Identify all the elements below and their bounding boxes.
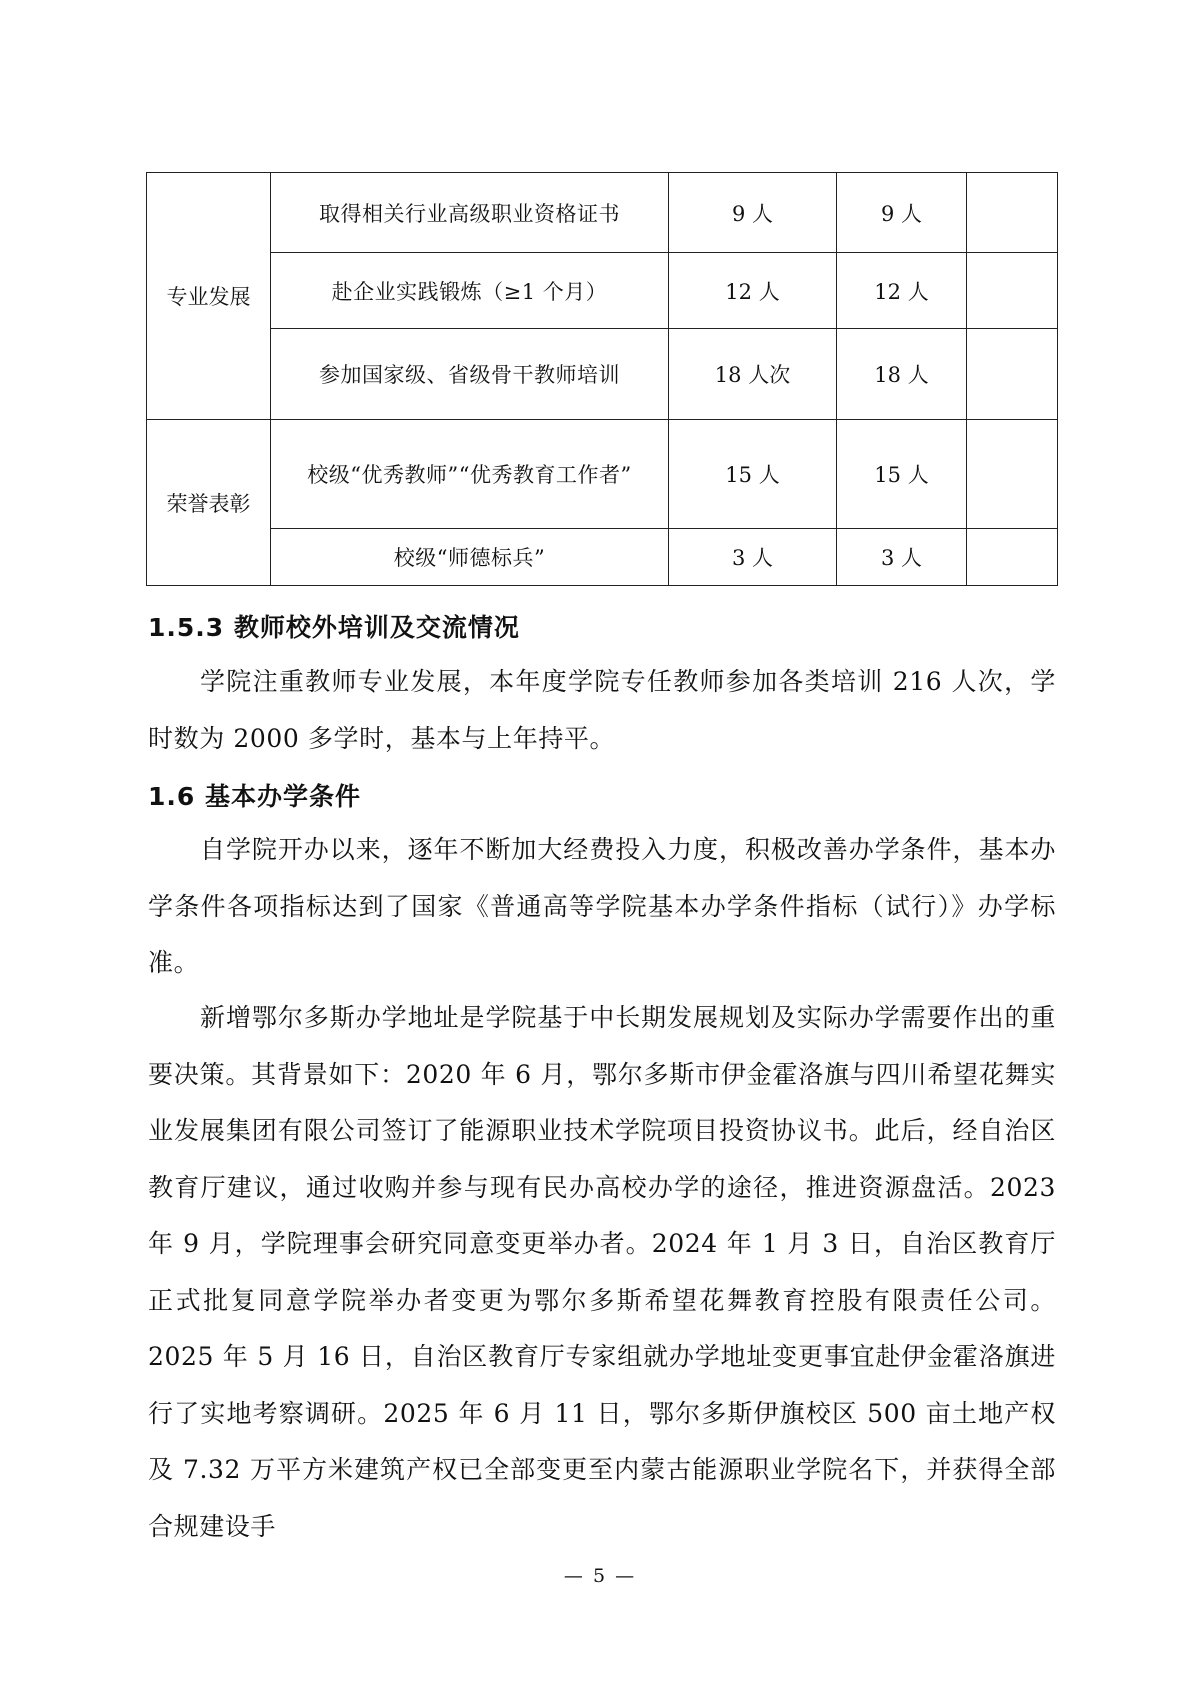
category-cell: 专业发展 bbox=[147, 173, 271, 420]
empty-cell bbox=[967, 329, 1058, 420]
category-cell: 荣誉表彰 bbox=[147, 420, 271, 586]
value-cell: 3 人 bbox=[669, 529, 837, 586]
value-cell: 12 人 bbox=[669, 253, 837, 329]
value-cell: 9 人 bbox=[669, 173, 837, 253]
table-row bbox=[147, 529, 1058, 586]
value-cell: 12 人 bbox=[837, 253, 967, 329]
item-cell: 参加国家级、省级骨干教师培训 bbox=[271, 329, 669, 420]
empty-cell bbox=[967, 253, 1058, 329]
empty-cell bbox=[967, 420, 1058, 529]
table-row bbox=[147, 253, 1058, 329]
item-cell: 赴企业实践锻炼（≥1 个月） bbox=[271, 253, 669, 329]
paragraph-conditions: 自学院开办以来，逐年不断加大经费投入力度，积极改善办学条件，基本办学条件各项指标达到了国家《普通高等学院基本办学条件指标（试行）》办学标准。 bbox=[148, 835, 1056, 977]
value-cell: 15 人 bbox=[837, 420, 967, 529]
table-row bbox=[147, 420, 1058, 529]
value-cell: 3 人 bbox=[837, 529, 967, 586]
value-cell: 18 人次 bbox=[669, 329, 837, 420]
item-cell: 校级“师德标兵” bbox=[271, 529, 669, 586]
item-cell: 取得相关行业高级职业资格证书 bbox=[271, 173, 669, 253]
paragraph-ordos-campus: 新增鄂尔多斯办学地址是学院基于中长期发展规划及实际办学需要作出的重要决策。其背景如下：2020 年 6 月，鄂尔多斯市伊金霍洛旗与四川希望花舞实业发展集团有限公司签订了能源职业技术学院项目投资协议书。此后，经自治区教育厅建议，通过收购并参与现有民办高校办学的途径，推进资源盘活。2023 年 9 月，学院理事会研究同意变更举办者。2024 年 1 月 3 日，自治区教育厅正式批复同意学院举办者变更为鄂尔多斯希望花舞教育控股有限责任公司。2025 年 5 月 16 日，自治区教育厅专家组就办学地址变更事宜赴伊金霍洛旗进行了实地考察调研。2025 年 6 月 11 日，鄂尔多斯伊旗校区 500 亩土地产权及 7.32 万平方米建筑产权已全部变更至内蒙古能源职业学院名下，并获得全部合规建设手 bbox=[148, 1003, 1056, 1541]
table-row bbox=[147, 329, 1058, 420]
section-heading-1-5-3: 1.5.3 教师校外培训及交流情况 bbox=[148, 613, 520, 642]
section-heading-1-6: 1.6 基本办学条件 bbox=[148, 782, 361, 811]
teacher-development-table bbox=[146, 172, 1058, 586]
value-cell: 9 人 bbox=[837, 173, 967, 253]
page-number: — 5 — bbox=[563, 1565, 637, 1587]
empty-cell bbox=[967, 173, 1058, 253]
table-row bbox=[147, 173, 1058, 253]
paragraph-training: 学院注重教师专业发展，本年度学院专任教师参加各类培训 216 人次，学时数为 2000 多学时，基本与上年持平。 bbox=[148, 667, 1056, 753]
value-cell: 15 人 bbox=[669, 420, 837, 529]
value-cell: 18 人 bbox=[837, 329, 967, 420]
empty-cell bbox=[967, 529, 1058, 586]
item-cell: 校级“优秀教师”“优秀教育工作者” bbox=[271, 420, 669, 529]
